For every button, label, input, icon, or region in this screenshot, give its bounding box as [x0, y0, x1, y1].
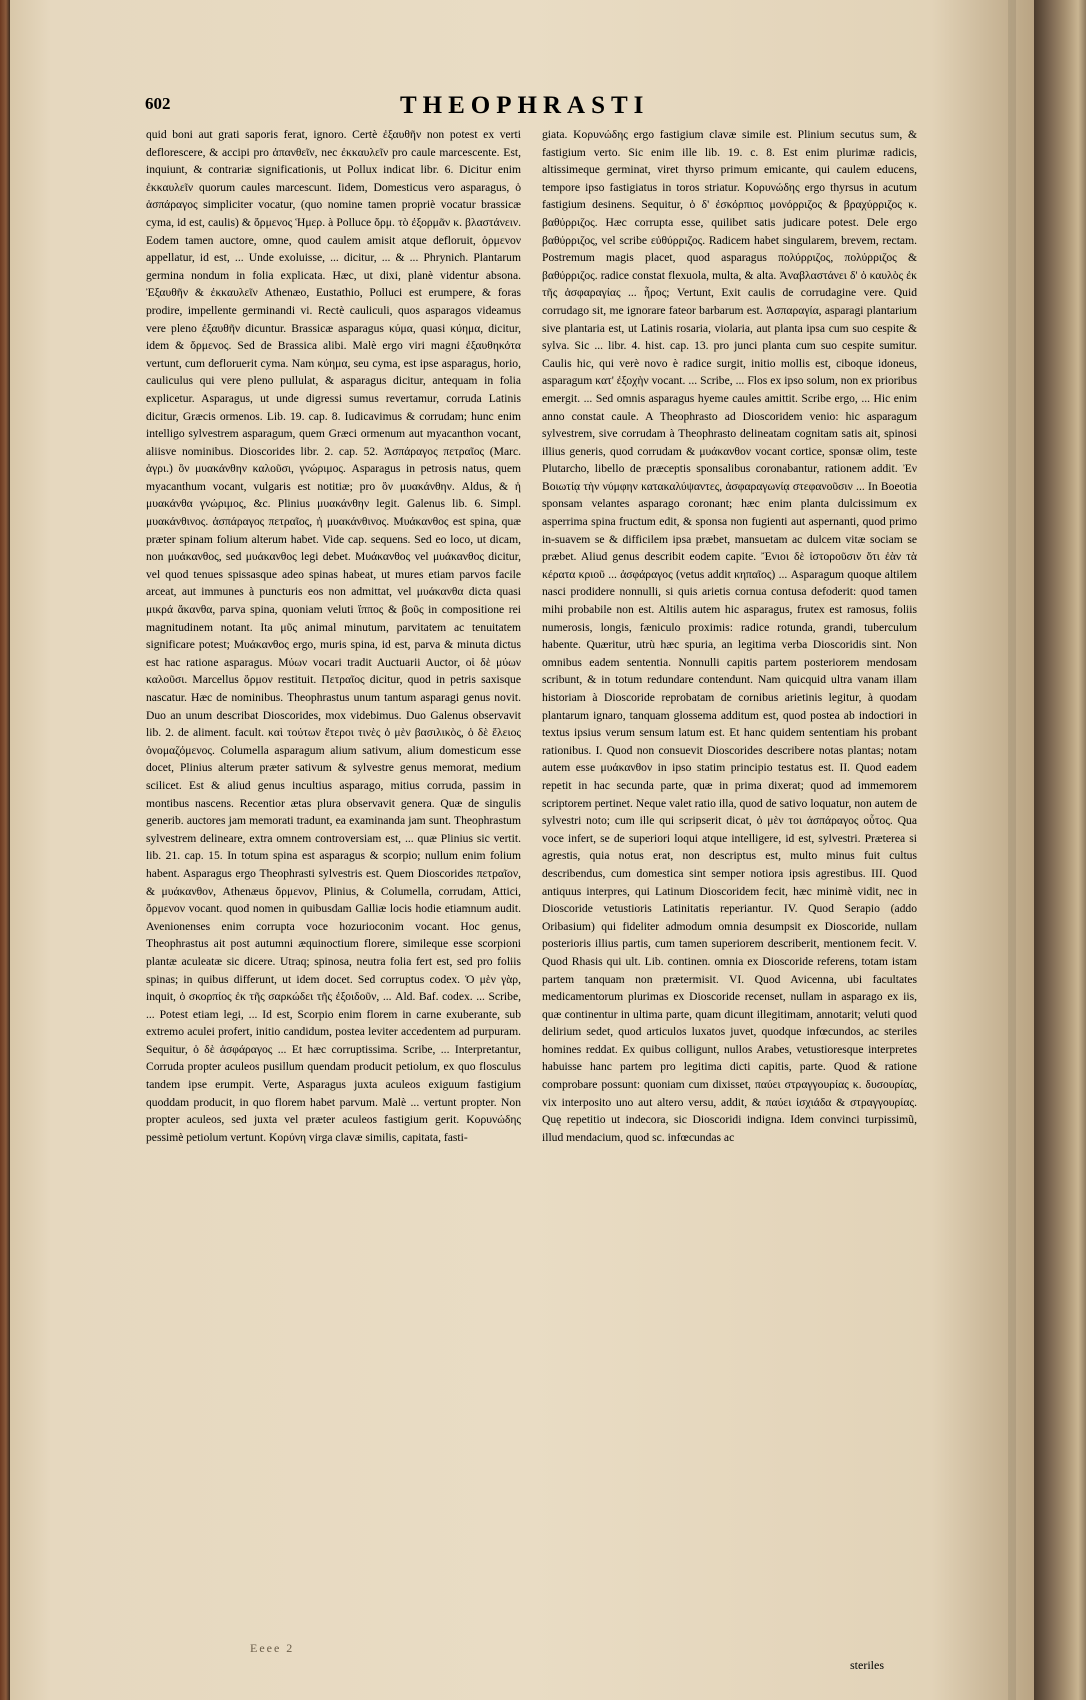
page-edges-right	[1034, 0, 1086, 1700]
right-column	[542, 126, 917, 1146]
book-binding-left	[0, 0, 10, 1700]
signature-mark: Eeee 2	[250, 1641, 295, 1655]
page-gutter-shadow	[1008, 0, 1016, 1700]
page-header	[145, 92, 925, 122]
left-column	[146, 126, 521, 1146]
page-number: 602	[145, 94, 171, 113]
right-column-text: giata. Κορυνώδης ergo fastigium clavæ simile est. Plinium secutus sum, & fastigium verto. Sic enim ille lib. 19. c. 8. Est enim plurimæ radicis, altissimeque germinat, viret thyrso primum emicante, qui caulem educens, tempore ipso fastigiatus in toros striatur. Κορυνώδης ergo thyrsus in acutum fastigium desinens. Sequitur, ὁ δ' ἐσκόρπιος μονόρριζος & βραχύρριζος κ. βαθύρριζος. Hæc corrupta esse, quilibet satis judicare potest. Dele ergo βαθύρριζος, vel scribe εὐθύρριζος. Radicem habet singularem, brevem, rectam. Postremum magis placet, quod asparagus πολύρριζος, πολύρριζος & βαθύρριζος. radice constat flexuola, multa, & alta. Ἀναβλαστάνει δ' ὁ καυλὸς ἐκ τῆς ἀσφαραγίας ... ἦρος; Vertunt, Exit caulis de corrudagine vere. Quid corrudago sit, me ignorare fateor barbarum est. Ἀσπαραγία, asparagi plantarium sive plantaria est, ut Latinis rosaria, violaria, aut planta ipsa cum suo cespite & sylva. Sic ... libr. 4. hist. cap. 13. pro junci planta cum suo cespite sumitur. Caulis hic, qui verè novo è radice surgit, initio mollis est, ciboque idoneus, asparagum κατ' ἐξοχὴν vocant. ... Scribe, ... Flos ex ipso solum, non ex prioribus emergit. ... Sed omnis asparagus hyeme caules amittit. Scribe ergo, ... Hic enim anno constat caule. A Theophrasto ad Dioscoridem venio: hic asparagum sylvestrem, sive corrudam à Theophrasto delineatam cognitam satis ait, spinosi illius generis, quod corrudam & μυάκανθον vocant cortice, sponsæ olim, teste Plutarcho, libello de præceptis sponsalibus coronabantur, rationem addit. Ἐν Βοιωτίᾳ τὴν νύμφην κατακαλύψαντες, ἀσφαραγωνίᾳ στεφανοῦσιν ... In Boeotia sponsam velantes asparago coronant; hæc enim planta dulcissimum ex asperrima spina fructum edit, & sponsa non fugienti aut aspernanti, quod primo in-suavem se & difficilem ipsa præbet, mansuetam ac dulcem vitæ sociam se præbet. Aliud genus describit eodem capite. Ἔνιοι δὲ ἱστοροῦσιν ὅτι ἐὰν τὰ κέρατα κριοῦ ... ἀσφάραγος (vetus addit κηπαῖος) ... Asparagum quoque altilem nasci prodidere nonnulli, si quis arietis cornua contusa defoderit: quod tamen mihi probabile non est. Altilis autem hic asparagus, frutex est ramosus, foliis numerosis, longis, fæniculo proximis: radice rotunda, grandi, tuberculum habente. Quæritur, utrù hæc spuria, an legitima verba Dioscoridis sint. Non omnibus eadem sententia. Nonnulli capitis partem posteriorem mendosam scribunt, & in totum redundare contendunt. Nam quicquid ultra vanam illam historiam à Dioscoride reprobatam de cornibus arietinis legitur, à quodam plantarum ignaro, tanquam glossema additum est, quod postea ab indoctiori in textus ipsius verum sensum latum est. Et hanc quidem sententiam his probant rationibus. I. Quod non consuevit Dioscorides describere notas plantas; notam autem esse μυάκανθον in ipso statim principio testatus est. II. Quod eadem repetit in hac secunda parte, quæ in prima dixerat; quod ad immemorem scriptorem pertinet. Neque valet ratio illa, quod de sativo loquatur, non autem de sylvestri noto; cum ille qui scripserit dicat, ὁ μὲν τοι ἀσπάραγος οὗτος. Qua voce infert, se de superiori loqui atque intelligere, id est, sylvestri. Præterea si agrestis, quia notus erat, non descriptus est, multo minus fuit cultus describendus, cum domestica sint semper notiora ipsis agrestibus. III. Quod antiquus interpres, qui Latinum Dioscoridem fecit, hæc minimè vidit, nec in Dioscoride vetustioris Latinitatis reperiantur. IV. Quod Serapio (addo Oribasium) qui fideliter admodum omnia desumpsit ex Dioscoride, nullam posterioris illius partis, cum tamen superiorem describerit, mentionem fecit. V. Quod Rhasis qui ult. Lib. continen. omnia ex Dioscoride referens, totam istam partem tanquam non prætermisit. VI. Quod Avicenna, ubi facultates medicamentorum plurimas ex Dioscoride recenset, nullam in asparago ex iis, quæ continentur in ultima parte, quam dicunt illegitimam, annotarit; veluti quod delirium sedet, quod articulos luxatos juvet, quodque infœcundos, ac steriles homines reddat. Ex quibus colligunt, nullos Arabes, vetustioresque interpretes habuisse hanc partem pro legitima dicti capitis, parte. Quod & ratione comprobare possunt: quoniam cum dixisset, παύει στραγγουρίας κ. δυσουρίας, vix interposito uno aut altero versu, addit, & παύει ἰσχιάδα & στραγγουρίας. Quę repetitio ut indecora, sic Dioscoridi indigna. Idem convinci turpissimũ, illud mendacium, quod sc. infœcundas ac	[542, 128, 917, 1144]
catchword: steriles	[850, 1658, 884, 1672]
running-head: THEOPHRASTI	[400, 92, 650, 119]
left-column-text: quid boni aut grati saporis ferat, ignoro. Certè ἐξαυθῆν non potest ex verti deflorescere, & accipi pro ἀπανθεῖν, nec ἐκκαυλεῖν pro caule marcescente. Est, inquiunt, & contrariæ significationis, ut Pollux indicat libr. 6. Dicitur enim ἐκκαυλεῖν quorum caules marcescunt. Iidem, Domesticus vero asparagus, ὁ ἀσπάραγος simpliciter vocatur, (quo nomine tamen propriè vocatur brassicæ cyma, id est, caulis) & ὄρμενος Ἡμερ. à Polluce ὄρμ. τὸ ἐξορμᾶν κ. βλαστάνειν. Eodem tamen auctore, omne, quod caulem amisit atque defloruit, ὀρμενον appellatur, id est, ... Unde exoluisse, ... dicitur, ... & ... Phrynich. Plantarum germina nondum in folia explicata. Hæc, ut dixi, planè videntur absona. Ἐξαυθῆν & ἐκκαυλεῖν Athenæo, Eustathio, Polluci est erumpere, & foras prodire, impellente germinandi vi. Rectè cauliculi, quos asparagos videamus vere pleno ἐξαυθῆν dicuntur. Brassicæ asparagus κύμα, quasi κύημα, dicitur, idem & ὄρμενος. Sed de Brassica alibi. Malè ergo viri magni ἐξαυθηκότα vertunt, cum defloruerit cyma. Nam κύημα, seu cyma, est ipse asparagus, horio, cauliculus qui vere pleno pullulat, & asparagus dicitur, antequam in folia explicetur. Asparagus, ut unde digressi sumus revertamur, corruda Latinis dicitur, Græcis ormenos. Lib. 19. cap. 8. Iudicavimus & corrudam; hunc enim intelligo sylvestrem asparagum, quem Græci ormenum aut myacanthon vocant, aliisve nominibus. Dioscorides libr. 2. cap. 52. Ἀσπάραγος πετραῖος (Marc. ἀγρι.) ὃν μυακάνθην καλοῦσι, γνώριμος. Asparagus in petrosis natus, quem myacanthum vocant, vulgaris est notitiæ; pro ὃν μυακάνθην. Aldus, & ἡ μυακάνθα γνώριμος, &c. Plinius μυακάνθην legit. Galenus lib. 6. Simpl. μυακάνθινος. ἀσπάραγος πετραῖος, ἡ μυακάνθινος. Μυάκανθος est spina, quæ præter spinam folium alterum habet. Vide cap. sequens. Sed eo loco, ut dicam, non μυάκανθος, sed μυάκανθος legi debet. Μυάκανθος vel μυάκανθος dicitur, vel quod tenues spissasque adeo spinas habeat, ut mures etiam parvos facile arceat, aut immunes à puncturis eos non admittat, vel μυάκανθα dicta quasi μικρά ἄκανθα, parva spina, quoniam veluti ἵππος & βοῦς in compositione rei magnitudinem notant. Ita μῦς animal minutum, parvitatem ac tenuitatem significare potest; Μυάκανθος ergo, muris spina, id est, parva & minuta dictus est hac ratione asparagus. Μύων vocari tradit Auctuarii Auctor, οἱ δὲ μύων καλοῦσι. Marcellus ὄρμον restituit. Πετραῖος dicitur, quod in petris saxisque nascatur. Hæc de nominibus. Theophrastus unum tantum asparagi genus novit. Duo an unum describat Dioscorides, mox videbimus. Duo Galenus observavit lib. 2. de aliment. facult. καὶ τούτων ἕτεροι τινὲς ὁ μὲν βασιλικὸς, ὁ δὲ ἕλειος ὀνομαζόμενος. Columella asparagum alium sativum, alium domesticum esse docet, Plinius alterum præter sativum & sylvestre genus memorat, medium scilicet. Est & aliud genus incultius asparago, mitius corruda, passim in montibus nascens. Recentior ætas plura observavit genera. Quæ de singulis generib. auctores jam memorati tradunt, ea examinanda jam sunt. Theophrastum sylvestrem delineare, extra omnem controversiam est, ... quæ Plinius sic vertit. lib. 21. cap. 15. In totum spina est asparagus & scorpio; nullum enim folium habent. Asparagus ergo Theophrasti sylvestris est. Quem Dioscorides πετραῖον, & μυάκανθον, Athenæus ὄρμενον, Plinius, & Columella, corrudam, Attici, ὄρμενον vocant. quod nomen in quibusdam Galliæ locis hodie etiamnum audit. Avenionenses enim corrupta voce hozurioconim vocant. Hoc genus, Theophrastus ait post autumni æquinoctium florere, simileque esse scorpioni plantæ aculeatæ sic dicere. Utraq; spinosa, neutra folia fert est, sed pro foliis spinas; in quibus differunt, ut idem docet. Sed corruptus codex. Ὁ μὲν γὰρ, inquit, ὁ σκορπίος ἐκ τῆς σαρκώδει τῆς ἐξοιδοῦν, ... Ald. Baf. codex. ... Scribe, ... Potest etiam legi, ... Id est, Scorpio enim florem in carne exuberante, sub extremo aculei profert, initio candidum, postea leviter accedentem ad purpuram. Sequitur, ὁ δὲ ἀσφάραγος ... Et hæc corruptissima. Scribe, ... Interpretantur, Corruda propter aculeos pusillum quendam producit petiolum, ex quo flosculus tandem ipse erumpit. Verte, Asparagus juxta aculeos exiguum fastigium quoddam producit, in quo florem habet parvum. Malè ... vertunt propter. Non propter aculeos, sed juxta vel præter aculeos fastigium gerit. Κορυνώδης pessimè petiolum vertunt. Κορύνη virga clavæ similis, capitata, fasti-	[146, 128, 521, 1144]
